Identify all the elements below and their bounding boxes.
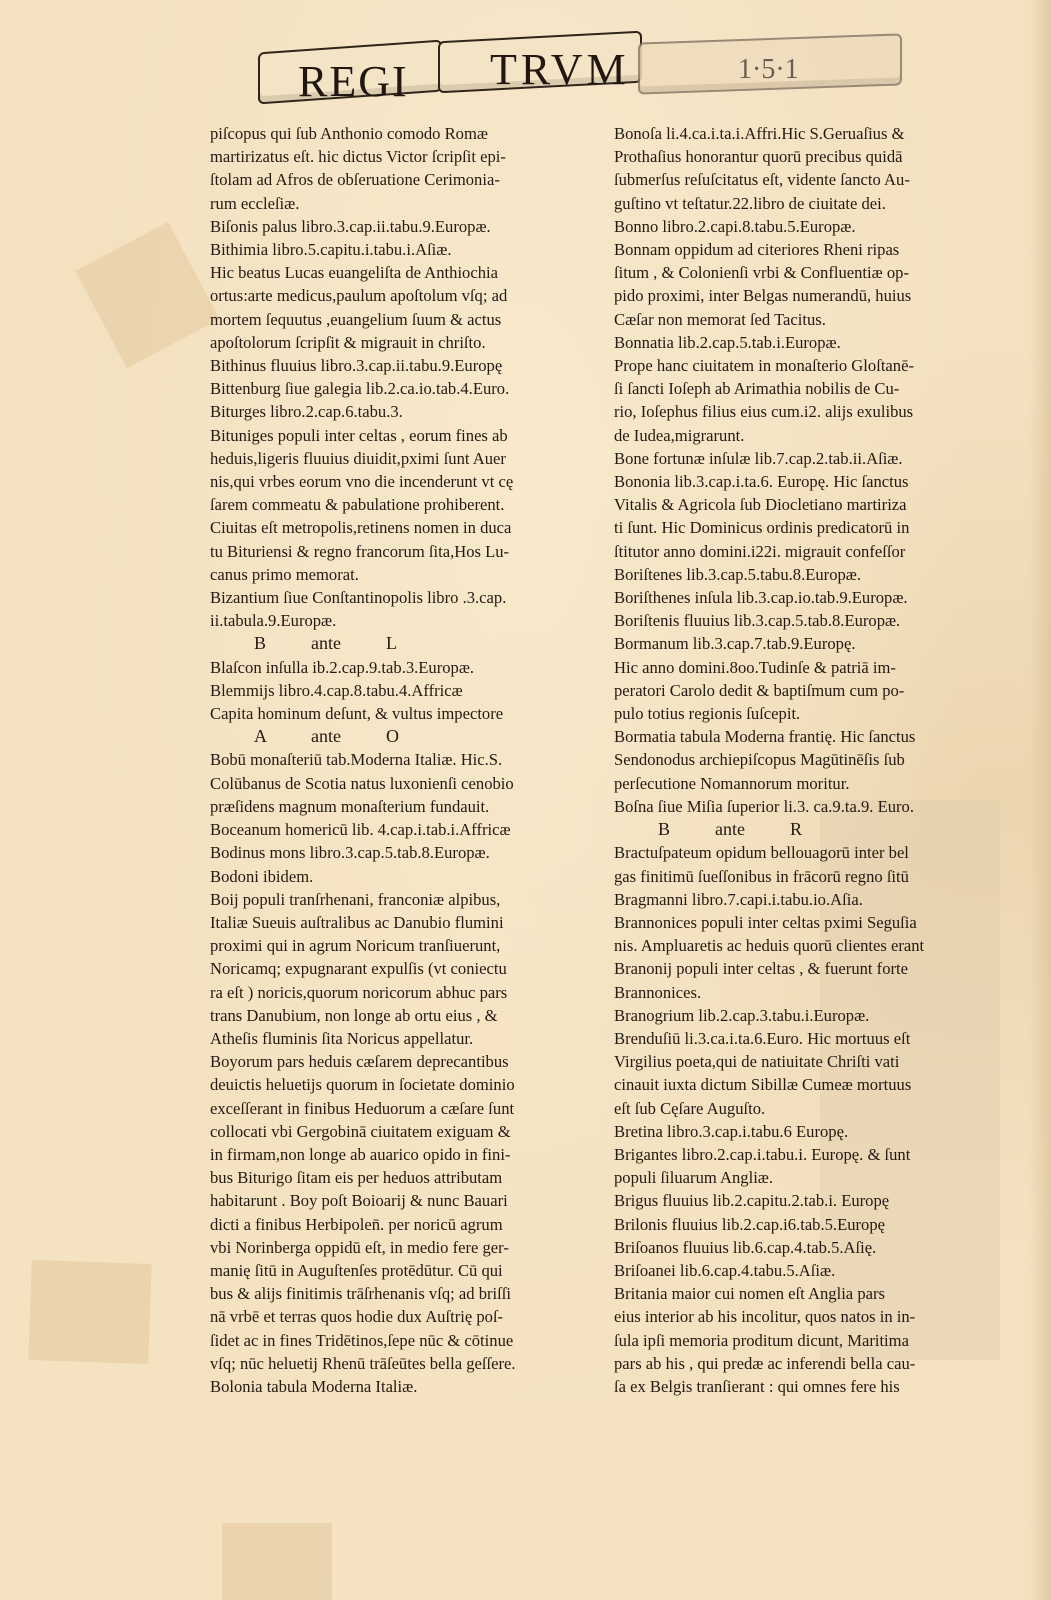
text-line: vbi Norinberga oppidū eſt, in medio fere ger- [210, 1237, 509, 1257]
text-line: tu Bituriensi & regno francorum ſita,Hos Lu- [210, 541, 510, 561]
text-line: deuictis heluetijs quorum in ſocietate dominio [210, 1075, 515, 1095]
text-line: ſarem commeatu & pabulatione prohiberent. [210, 495, 505, 515]
text-line: bus & alijs finitimis trāſrhenanis vſq; ad briſſi [210, 1284, 511, 1304]
text-line: pido proximi, inter Belgas numerandū, huius [614, 286, 912, 306]
text-line: ſula ipſi memoria proditum dicunt, Maritima [614, 1330, 909, 1350]
text-line: Branogrium lib.2.cap.3.tabu.i.Europæ. [614, 1005, 870, 1025]
text-line: Bormatia tabula Moderna frantię. Hic ſanctus [614, 727, 916, 747]
text-line: ſa ex Belgis tranſierant : qui omnes fere his [614, 1376, 900, 1396]
running-head-middle: TRVM [490, 45, 630, 94]
text-line: Bodoni ibidem. [210, 866, 314, 886]
text-line: Boij populi tranſrhenani, franconiæ alpibus, [210, 889, 501, 909]
running-head-left: REGI [298, 57, 409, 106]
text-line: Brigantes libro.2.cap.i.tabu.i. Europę. & ſunt [614, 1144, 911, 1164]
section-heading: B ante R [658, 819, 802, 840]
text-line: ſubmerſus reſuſcitatus eſt, vidente ſancto Au- [614, 170, 910, 190]
text-line: piſcopus qui ſub Anthonio comodo Romæ [210, 124, 488, 143]
text-line: Boſna ſiue Miſia ſuperior li.3. ca.9.ta.9. Euro. [614, 796, 915, 816]
text-line: in firmam,non longe ab auarico opido in fini- [210, 1144, 511, 1164]
text-line: Virgilius poeta,qui de natiuitate Chriſti vati [614, 1052, 900, 1072]
text-line: Vitalis & Agricola ſub Diocletiano martiriza [614, 495, 907, 515]
text-line: ii.tabula.9.Europæ. [210, 611, 337, 631]
text-line: Capita hominum deſunt, & vultus impectore [210, 704, 504, 724]
text-line: Prothaſius honorantur quorū precibus quidā [614, 147, 903, 167]
text-line: vſq; nūc heluetij Rhenū trāſeūtes bella geſſere. [210, 1353, 516, 1373]
text-line: Brannonices populi inter celtas pximi Seguſia [614, 912, 917, 932]
folio-number: 1·5·1 [738, 54, 799, 85]
text-line: Bonnam oppidum ad citeriores Rheni ripas [614, 240, 900, 260]
left-text-column [210, 122, 590, 1398]
text-line: Biturges libro.2.cap.6.tabu.3. [210, 402, 403, 422]
text-line: Blaſcon inſulla ib.2.cap.9.tab.3.Europæ. [210, 657, 475, 677]
text-line: Bonnatia lib.2.cap.5.tab.i.Europæ. [614, 332, 841, 352]
text-line: rio, Ioſephus filius eius cum.i2. alijs exulibus [614, 402, 914, 422]
text-line: Biſonis palus libro.3.cap.ii.tabu.9.Europæ. [210, 216, 491, 236]
text-line: trans Danubium, non longe ab ortu eius , & [210, 1005, 498, 1025]
text-line: pars ab his , qui predæ ac inferendi bella cau- [614, 1353, 916, 1373]
text-line: habitarunt . Boy poſt Boioarij & nunc Bauari [210, 1191, 508, 1211]
text-line: apoſtolorum ſcripſit & migrauit in chriſto. [210, 332, 486, 352]
text-line: Bragmanni libro.7.capi.i.tabu.io.Aſia. [614, 889, 863, 909]
text-line: ti ſunt. Hic Dominicus ordinis predicatorū in [614, 518, 910, 538]
text-line: Hic anno domini.8oo.Tudinſe & patriā im- [614, 657, 896, 677]
text-line: Italiæ Sueuis auſtralibus ac Danubio flumini [210, 912, 504, 932]
text-line: nā vrbē et terras quos hodie dux Auſtrię poſ- [210, 1307, 504, 1327]
text-line: Boyorum pars heduis cæſarem deprecantibus [210, 1052, 509, 1072]
text-line: Noricamq; expugnarant expulſis (vt coniectu [210, 959, 507, 979]
text-line: Bithinus fluuius libro.3.cap.ii.tabu.9.Europę [210, 356, 503, 376]
text-line: Bolonia tabula Moderna Italiæ. [210, 1376, 418, 1396]
text-line: ortus:arte medicus,paulum apoſtolum vſq; ad [210, 286, 508, 306]
text-line: pulo totius regionis ſuſcepit. [614, 704, 801, 724]
text-line: nis,qui vrbes eorum vno die incenderunt vt cę [210, 472, 514, 492]
text-line: cinauit iuxta dictum Sibillæ Cumeæ mortuus [614, 1075, 912, 1095]
text-line: bus Biturigo ſitam eis per heduos attributam [210, 1168, 503, 1188]
text-line: Cæſar non memorat ſed Tacitus. [614, 309, 826, 329]
text-line: Boceanum homericū lib. 4.cap.i.tab.i.Affricæ [210, 820, 511, 840]
text-line: eius interior ab his incolitur, quos natos in in- [614, 1307, 916, 1327]
text-line: Bonoſa li.4.ca.i.ta.i.Affri.Hic S.Geruaſius & [614, 124, 905, 143]
text-line: præſidens magnum monaſterium fundauit. [210, 796, 490, 816]
text-line: nis. Ampluaretis ac heduis quorū clientes erant [614, 936, 925, 956]
text-line: exceſſerant in finibus Heduorum a cæſare ſunt [210, 1098, 515, 1118]
section-heading: A ante O [254, 726, 399, 747]
text-line: peratori Carolo dedit & baptiſmum cum po- [614, 680, 905, 700]
right-text-column [614, 122, 1000, 1398]
text-line: Briſoanei lib.6.cap.4.tabu.5.Aſiæ. [614, 1260, 836, 1280]
text-line: Bone fortunæ inſulæ lib.7.cap.2.tab.ii.Aſiæ. [614, 448, 903, 468]
text-line: Atheſis fluminis ſita Noricus appellatur. [210, 1028, 474, 1048]
text-line: Prope hanc ciuitatem in monaſterio Gloſtanē- [614, 356, 914, 376]
text-line: collocati vbi Gergobinā ciuitatem exiguam & [210, 1121, 511, 1141]
text-line: Brenduſiū li.3.ca.i.ta.6.Euro. Hic mortuus eſt [614, 1028, 911, 1048]
text-line: Bononia lib.3.cap.i.ta.6. Europę. Hic ſanctus [614, 472, 909, 492]
text-line: Bretina libro.3.cap.i.tabu.6 Europę. [614, 1121, 849, 1141]
text-line: Bituniges populi inter celtas , eorum fines ab [210, 425, 508, 445]
text-line: Brilonis fluuius lib.2.cap.i6.tab.5.Europę [614, 1214, 885, 1234]
text-line: heduis,ligeris fluuius diuidit,pximi ſunt Auer [210, 448, 506, 468]
text-line: ſtitutor anno domini.i22i. migrauit confeſſor [614, 541, 906, 561]
text-line: Bonno libro.2.capi.8.tabu.5.Europæ. [614, 216, 856, 236]
text-line: Brigus fluuius lib.2.capitu.2.tab.i. Europę [614, 1191, 890, 1211]
running-head-banner [258, 28, 898, 108]
text-line: Ciuitas eſt metropolis,retinens nomen in duca [210, 518, 512, 538]
paper-repair-patch [75, 222, 219, 368]
text-line: Sendonodus archiepiſcopus Magūtinēſis ſub [614, 750, 905, 770]
text-line: ra eſt ) noricis,quorum noricorum abhuc pars [210, 982, 508, 1002]
text-line: ſtolam ad Afros de obſeruatione Cerimonia- [210, 170, 500, 190]
text-line: Britania maior cui nomen eſt Anglia pars [614, 1284, 885, 1304]
text-line: rum eccleſiæ. [210, 193, 300, 213]
page-edge-shadow [1029, 0, 1051, 1600]
text-line: ſidet ac in fines Tridētinos,ſepe nūc & cōtinue [210, 1330, 514, 1350]
text-line: Brannonices. [614, 982, 702, 1002]
text-line: martirizatus eſt. hic dictus Victor ſcripſit epi- [210, 147, 506, 167]
text-line: Branonij populi inter celtas , & fuerunt forte [614, 959, 908, 979]
text-line: Bithimia libro.5.capitu.i.tabu.i.Aſiæ. [210, 240, 452, 260]
text-line: manię ſitū in Auguſtenſes protēdūtur. Cū qui [210, 1260, 503, 1280]
text-line: Boriſtenis fluuius lib.3.cap.5.tab.8.Europæ. [614, 611, 901, 631]
text-line: Bizantium ſiue Conſtantinopolis libro .3.cap. [210, 588, 507, 608]
text-line: Hic beatus Lucas euangeliſta de Anthiochia [210, 263, 498, 283]
section-heading: B ante L [254, 633, 397, 654]
text-line: canus primo memorat. [210, 564, 359, 584]
text-line: Bormanum lib.3.cap.7.tab.9.Europę. [614, 634, 856, 654]
text-line: proximi qui in agrum Noricum tranſiuerunt, [210, 936, 501, 956]
text-line: Bodinus mons libro.3.cap.5.tab.8.Europæ. [210, 843, 490, 863]
text-line: ſitum , & Colonienſi vrbi & Confluentiæ op- [614, 263, 909, 283]
text-line: de Iudea,migrarunt. [614, 425, 745, 445]
text-line: Bractuſpateum opidum bellouagorū inter bel [614, 843, 909, 863]
text-line: guſtino vt teſtatur.22.libro de ciuitate dei. [614, 193, 886, 213]
text-line: populi ſiluarum Angliæ. [614, 1168, 774, 1188]
text-line: Briſoanos fluuius lib.6.cap.4.tab.5.Aſię. [614, 1237, 877, 1257]
text-line: Bittenburg ſiue galegia lib.2.ca.io.tab.4.Euro. [210, 379, 510, 399]
text-line: dicti a finibus Herbipolen̄. per noricū agrum [210, 1214, 503, 1234]
text-line: perſecutione Nomannorum moritur. [614, 773, 850, 793]
paper-repair-patch [222, 1523, 332, 1600]
text-line: Bobū monaſteriū tab.Moderna Italiæ. Hic.S. [210, 750, 503, 770]
text-line: Blemmijs libro.4.cap.8.tabu.4.Affricæ [210, 680, 463, 700]
text-line: gas finitimū ſueſſonibus in frācorū regno ſitū [614, 866, 909, 886]
text-line: eſt ſub Cęſare Auguſto. [614, 1098, 766, 1118]
text-line: Colūbanus de Scotia natus luxonienſi cenobio [210, 773, 514, 793]
text-line: ſi ſancti Ioſeph ab Arimathia nobilis de Cu- [614, 379, 900, 399]
text-line: mortem ſequutus ,euangelium ſuum & actus [210, 309, 502, 329]
text-line: Boriſthenes inſula lib.3.cap.io.tab.9.Europæ. [614, 588, 908, 608]
paper-repair-patch [28, 1260, 151, 1364]
text-line: Boriſtenes lib.3.cap.5.tabu.8.Europæ. [614, 564, 862, 584]
